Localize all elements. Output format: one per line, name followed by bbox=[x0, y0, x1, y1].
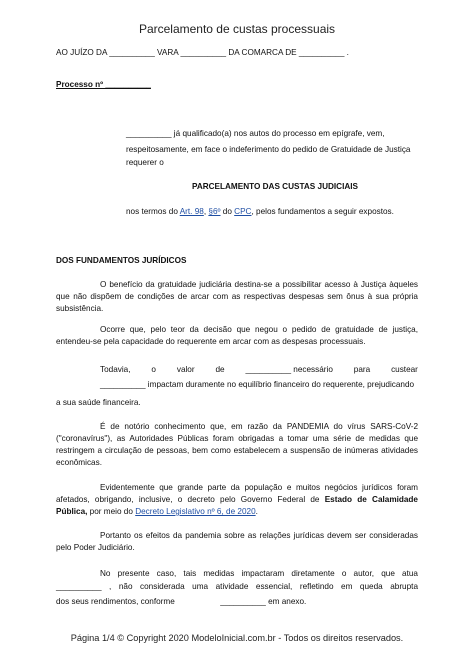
request-title: PARCELAMENTO DAS CUSTAS JUDICIAIS bbox=[191, 182, 359, 191]
paragraph-3-line-3: a sua saúde financeira. bbox=[56, 398, 141, 407]
section-heading: DOS FUNDAMENTOS JURÍDICOS bbox=[56, 256, 187, 265]
addressee-line: AO JUÍZO DA __________ VARA __________ DA COMARCA DE __________ . bbox=[56, 48, 349, 57]
p5-text: Evidentemente que grande parte da população e muitos negócios jurídicos foram afetados, obrigando, inclusive, o decreto pelo Governo Federal de bbox=[56, 483, 418, 504]
paragraph-2: Ocorre que, pelo teor da decisão que negou o pedido de gratuidade de justiça, entendeu-se pela capacidade do requerente em arcar com as despesas processuais. bbox=[56, 325, 418, 346]
paragraph-1: O benefício da gratuidade judiciária destina-se a possibilitar acesso à Justiça àqueles que não dispõem de condições de arcar com as respectivas despesas sem ônus à sua própria subsistência. bbox=[56, 280, 418, 313]
p5-mid: por meio do bbox=[87, 507, 136, 516]
paragraph-7-line-1: No presente caso, tais medidas impactaram diretamente o autor, que atua bbox=[100, 569, 418, 578]
paragraph-5 bbox=[56, 482, 418, 518]
paragraph-6: Portanto os efeitos da pandemia sobre as relações jurídicas devem ser consideradas pelo Poder Judiciário. bbox=[56, 531, 418, 552]
p3-word: __________ necessário bbox=[245, 365, 333, 374]
p3-word: Todavia, bbox=[100, 365, 131, 374]
decreto-link[interactable]: Decreto Legislativo nº 6, de 2020 bbox=[135, 507, 256, 516]
art-98-link[interactable]: Art. 98 bbox=[179, 207, 204, 216]
document-title: Parcelamento de custas processuais bbox=[138, 22, 336, 36]
basis-do: do bbox=[220, 207, 235, 216]
paragraph-7-line-3: dos seus rendimentos, conforme __________ em anexo. bbox=[56, 597, 307, 606]
paragraph-6-link[interactable]: §6º bbox=[208, 207, 221, 216]
legal-basis-line bbox=[126, 206, 394, 218]
basis-prefix: nos termos do bbox=[126, 207, 180, 216]
intro-line-1: __________ já qualificado(a) nos autos do processo em epígrafe, vem, bbox=[126, 129, 385, 138]
intro-line-3: requerer o bbox=[126, 158, 164, 167]
p3-word: o bbox=[151, 365, 156, 374]
p3-word: valor bbox=[176, 365, 195, 374]
p3-word: de bbox=[215, 365, 225, 374]
paragraph-4: É de notório conhecimento que, em razão da PANDEMIA do vírus SARS-CoV-2 ("coronavírus"), as Autoridades Públicas foram obrigadas a tomar uma série de medidas que restringem a circulação de pessoas, bem como estabelecem a suspensão de inúmeras atividades econômicas. bbox=[56, 422, 418, 467]
paragraph-3-line-1 bbox=[100, 364, 418, 376]
processo-number: Processo nº __________ bbox=[56, 80, 151, 89]
page-footer: Página 1/4 © Copyright 2020 ModeloInicial.com.br - Todos os direitos reservados. bbox=[70, 633, 404, 643]
paragraph-3-line-2: __________ impactam duramente no equilíbrio financeiro do requerente, prejudicando bbox=[100, 380, 415, 389]
basis-suffix: , pelos fundamentos a seguir expostos. bbox=[251, 207, 394, 216]
cpc-link[interactable]: CPC bbox=[234, 207, 252, 216]
calamity-bold: Estado de Calamidade Pública, bbox=[56, 495, 418, 516]
basis-comma: , bbox=[203, 207, 209, 216]
paragraph-7-line-2: __________ , não considerada uma atividade essencial, refletindo em queda abrupta bbox=[56, 582, 418, 591]
intro-line-2: respeitosamente, em face o indeferimento do pedido de Gratuidade de Justiça bbox=[126, 145, 411, 154]
p3-word: para bbox=[353, 365, 371, 374]
p5-end: . bbox=[255, 507, 258, 516]
p3-word: custear bbox=[391, 365, 418, 374]
